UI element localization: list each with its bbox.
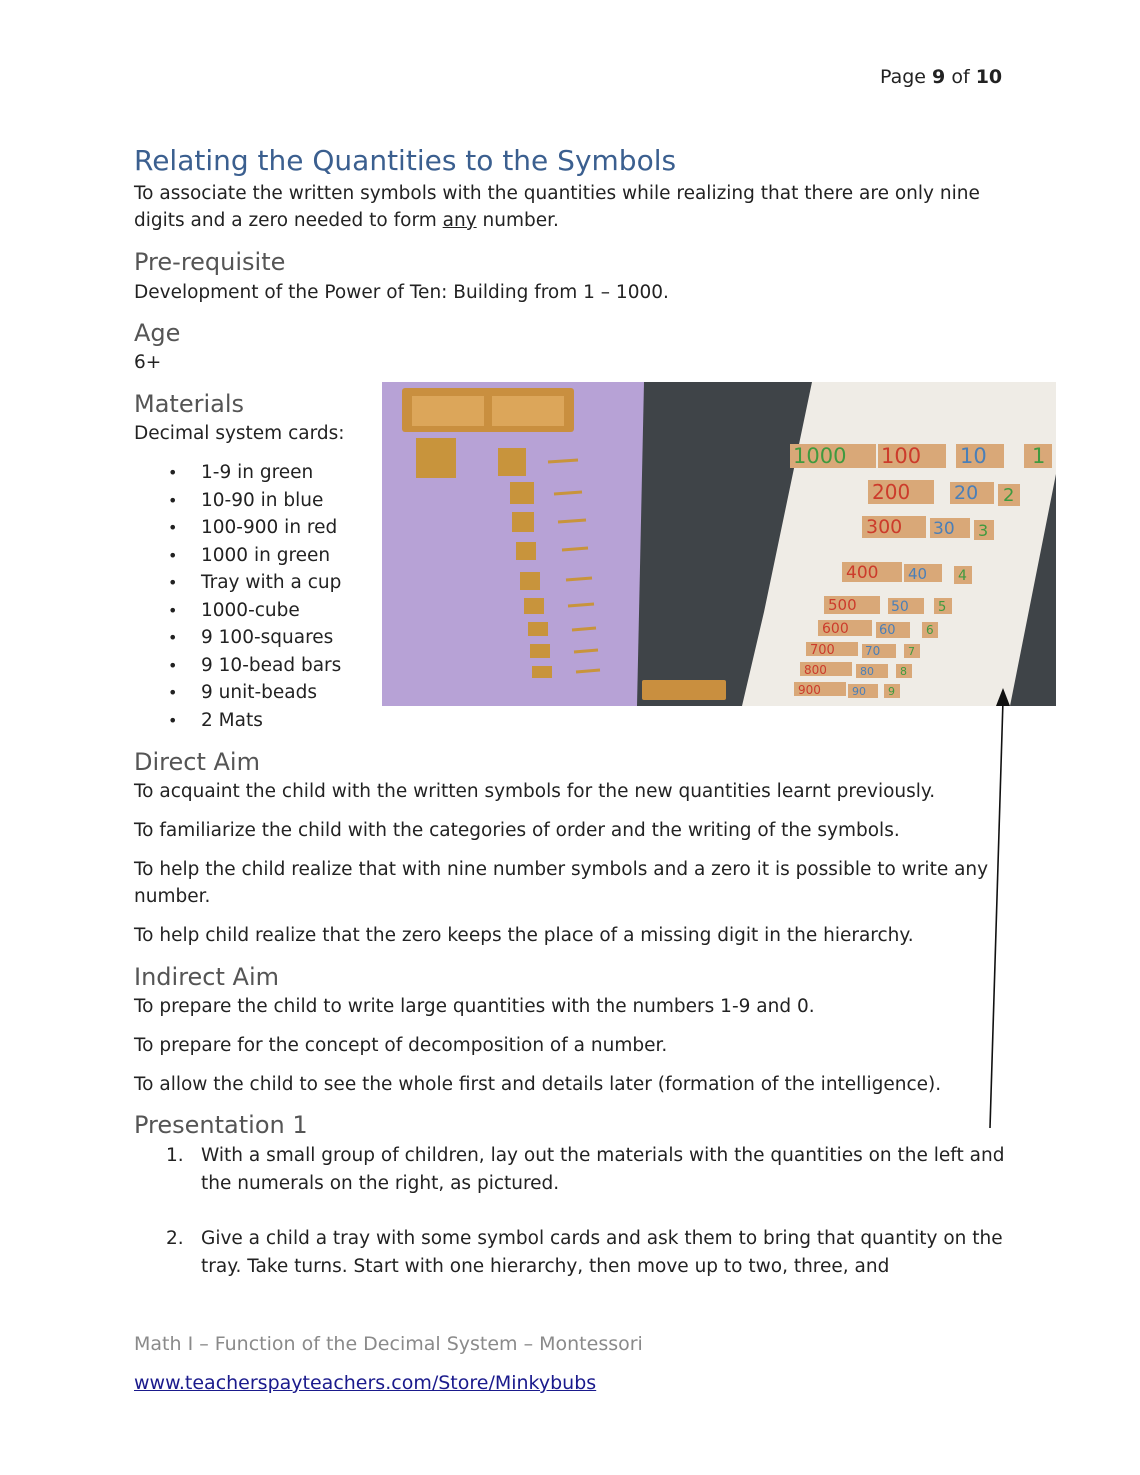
card-label: 700 <box>810 643 835 658</box>
thousand-cube <box>416 438 456 478</box>
ten-bar <box>572 628 596 630</box>
ten-bar <box>554 492 582 494</box>
card-label: 70 <box>865 644 881 658</box>
arrow-line <box>990 700 1003 1128</box>
direct-aim-paragraph: To help the child realize that with nine number symbols and a zero it is possible to write any number. <box>134 859 989 907</box>
ten-bar <box>562 548 588 550</box>
card-label: 5 <box>938 600 947 615</box>
ten-bar <box>566 578 592 580</box>
ten-bar <box>576 670 600 672</box>
list-item: • Tray with a cup <box>168 569 341 597</box>
card-label: 90 <box>852 685 866 698</box>
card-label: 20 <box>954 482 979 504</box>
card-label: 10 <box>960 444 987 468</box>
card-label: 9 <box>888 685 895 698</box>
card-label: 40 <box>908 565 928 583</box>
materials-intro: Decimal system cards: <box>134 423 345 444</box>
intro-text: To associate the written symbols with the quantities while realizing that there are only nine digits and a zero needed to form <box>134 183 980 231</box>
list-item: • 1000-cube <box>168 597 341 625</box>
card-label: 900 <box>798 683 821 697</box>
materials-photo <box>382 382 1056 706</box>
direct-aim-heading: Direct Aim <box>134 748 260 776</box>
list-item: • 1-9 in green <box>168 459 341 487</box>
small-tray <box>642 680 726 700</box>
card-label: 200 <box>872 480 911 504</box>
presentation-heading: Presentation 1 <box>134 1111 308 1139</box>
hundred-square <box>532 666 552 678</box>
page-prefix: Page <box>880 66 933 88</box>
age-heading: Age <box>134 319 181 347</box>
card-label: 50 <box>891 599 909 615</box>
hundred-square <box>520 572 540 590</box>
tray-compartment <box>492 396 564 426</box>
card-label: 300 <box>866 516 903 538</box>
card-label: 6 <box>926 623 934 637</box>
list-item: • 9 10-bead bars <box>168 652 341 680</box>
page-total: 10 <box>975 66 1003 88</box>
indirect-aim-paragraph: To prepare the child to write large quantities with the numbers 1-9 and 0. <box>134 996 815 1017</box>
list-item: • 2 Mats <box>168 707 341 735</box>
card-label: 400 <box>846 563 879 583</box>
card-label: 60 <box>879 623 896 638</box>
list-item <box>166 1225 1006 1281</box>
page-title: Relating the Quantities to the Symbols <box>134 144 677 177</box>
card-label: 500 <box>828 596 857 614</box>
hundred-square <box>528 622 548 636</box>
prerequisite-text: Development of the Power of Ten: Building from 1 – 1000. <box>134 282 669 303</box>
page-number <box>880 66 1002 88</box>
card-label: 80 <box>860 665 874 678</box>
card-label: 3 <box>978 521 989 540</box>
list-item: • 100-900 in red <box>168 514 341 542</box>
step-number: 1. <box>166 1145 184 1166</box>
ten-bar <box>568 604 594 606</box>
presentation-steps <box>166 1142 1006 1281</box>
hundred-square <box>516 542 536 560</box>
step-text: Give a child a tray with some symbol cards and ask them to bring that quantity on the tray. Take turns. Start with one hierarchy, then move up to two, three, and <box>201 1228 1003 1277</box>
intro-paragraph <box>134 180 1004 234</box>
hundred-square <box>512 512 534 532</box>
page-of: of <box>945 66 976 88</box>
card-label: 8 <box>900 665 907 678</box>
step-text: With a small group of children, lay out the materials with the quantities on the left and the numerals on the right, as pictured. <box>201 1145 1005 1194</box>
list-item: • 9 unit-beads <box>168 679 341 707</box>
direct-aim-paragraph: To acquaint the child with the written symbols for the new quantities learnt previously. <box>134 781 936 802</box>
list-item <box>166 1142 1006 1198</box>
card-label: 1 <box>1032 444 1046 468</box>
card-label: 2 <box>1003 485 1015 506</box>
indirect-aim-paragraph: To prepare for the concept of decomposition of a number. <box>134 1035 668 1056</box>
age-text: 6+ <box>134 352 162 373</box>
prerequisite-heading: Pre-requisite <box>134 248 286 276</box>
tray-compartment <box>412 396 484 426</box>
ten-bar <box>548 460 578 462</box>
materials-heading: Materials <box>134 390 245 418</box>
intro-text-end: number. <box>476 210 559 231</box>
footer-text: Math I – Function of the Decimal System – Montessori <box>134 1333 643 1355</box>
list-item: • 10-90 in blue <box>168 487 341 515</box>
card-label: 7 <box>908 645 915 658</box>
materials-list <box>168 459 341 734</box>
card-label: 4 <box>958 568 967 584</box>
indirect-aim-paragraph: To allow the child to see the whole first and details later (formation of the intelligence). <box>134 1074 942 1095</box>
intro-underlined: any <box>442 210 477 231</box>
store-link[interactable]: www.teacherspayteachers.com/Store/Minkybubs <box>134 1372 597 1394</box>
hundred-square <box>530 644 550 658</box>
direct-aim-paragraph: To familiarize the child with the categories of order and the writing of the symbols. <box>134 820 900 841</box>
hundred-square <box>510 482 534 504</box>
card-label: 100 <box>881 444 922 468</box>
list-item: • 9 100-squares <box>168 624 341 652</box>
card-label: 600 <box>822 621 849 637</box>
hundred-square <box>498 448 526 476</box>
list-item: • 1000 in green <box>168 542 341 570</box>
hundred-square <box>524 598 544 614</box>
card-label: 30 <box>933 519 955 539</box>
direct-aim-paragraph: To help child realize that the zero keeps the place of a missing digit in the hierarchy. <box>134 925 914 946</box>
indirect-aim-heading: Indirect Aim <box>134 963 279 991</box>
card-label: 800 <box>804 663 827 677</box>
card-label: 1000 <box>793 444 847 468</box>
step-number: 2. <box>166 1228 184 1249</box>
page-current: 9 <box>932 66 946 88</box>
ten-bar <box>574 650 598 652</box>
ten-bar <box>558 520 586 522</box>
